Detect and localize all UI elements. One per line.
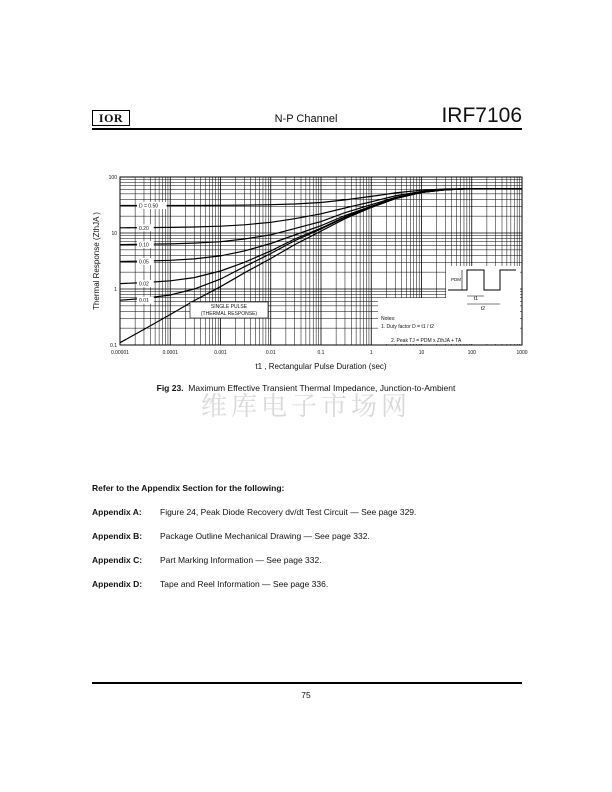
- page-number: 75: [301, 690, 311, 700]
- pdm-label: PDM: [451, 277, 461, 282]
- appendix-text: Part Marking Information — See page 332.: [160, 555, 322, 565]
- series-label: 0.01: [139, 298, 149, 305]
- channel-type: N-P Channel: [274, 113, 338, 125]
- appendix-text: Tape and Reel Information — See page 336.: [160, 579, 329, 589]
- ir-logo: IOR: [92, 110, 130, 126]
- t2-label: t2: [480, 306, 486, 312]
- notes-line: 1. Duty factor D = t1 / t2: [381, 324, 434, 330]
- x-axis-label: t1 , Rectangular Pulse Duration (sec): [255, 362, 387, 371]
- appendix-text: Figure 24, Peak Diode Recovery dv/dt Test Circuit — See page 329.: [160, 507, 417, 517]
- appendix-key: Appendix C:: [92, 555, 143, 565]
- appendix-item: [92, 579, 328, 589]
- y-axis-label: Thermal Response (ZthJA ): [92, 212, 101, 310]
- t1-label: t1: [473, 296, 479, 302]
- single-pulse-label: (THERMAL RESPONSE): [200, 311, 258, 317]
- notes-title: Notes:: [381, 316, 396, 322]
- figure-caption-text: Maximum Effective Transient Thermal Impedance, Junction-to-Ambient: [188, 383, 456, 393]
- appendix-key: Appendix B:: [92, 531, 143, 541]
- y-tick-label: 1: [114, 287, 117, 293]
- appendix-heading: Refer to the Appendix Section for the following:: [92, 483, 285, 493]
- x-tick-label: 0.00001: [110, 350, 130, 356]
- y-tick-label: 100: [108, 175, 117, 181]
- footer-rule: [92, 682, 522, 684]
- appendix-key: Appendix A:: [92, 507, 142, 517]
- x-tick-label: 10: [418, 350, 425, 356]
- x-tick-label: 0.1: [317, 350, 325, 356]
- thermal-impedance-chart: [0, 0, 612, 380]
- part-number: IRF7106: [441, 104, 522, 127]
- appendix-item: [92, 531, 370, 541]
- x-tick-label: 1000: [516, 350, 528, 356]
- notes-line: 2. Peak TJ = PDM x ZthJA + TA: [391, 338, 462, 344]
- appendix-item: [92, 507, 416, 517]
- series-label: 0.20: [139, 225, 149, 232]
- series-label: D = 0.50: [139, 203, 159, 210]
- x-tick-label: 1: [369, 350, 373, 356]
- series-label: 0.05: [139, 259, 149, 266]
- figure-number: Fig 23.: [156, 383, 184, 393]
- series-label: 0.10: [139, 242, 149, 249]
- y-tick-label: 10: [111, 231, 117, 237]
- series-label: 0.02: [139, 281, 149, 288]
- x-tick-label: 0.001: [214, 350, 227, 356]
- x-tick-label: 100: [467, 350, 476, 356]
- x-tick-label: 0.0001: [162, 350, 178, 356]
- appendix-key: Appendix D:: [92, 579, 143, 589]
- appendix-item: [92, 555, 322, 565]
- y-tick-label: 0.1: [110, 343, 117, 349]
- single-pulse-label: SINGLE PULSE: [210, 304, 248, 310]
- x-tick-label: 0.01: [265, 350, 276, 356]
- appendix-text: Package Outline Mechanical Drawing — See page 332.: [160, 531, 370, 541]
- watermark: 维库电子市场网: [200, 392, 411, 422]
